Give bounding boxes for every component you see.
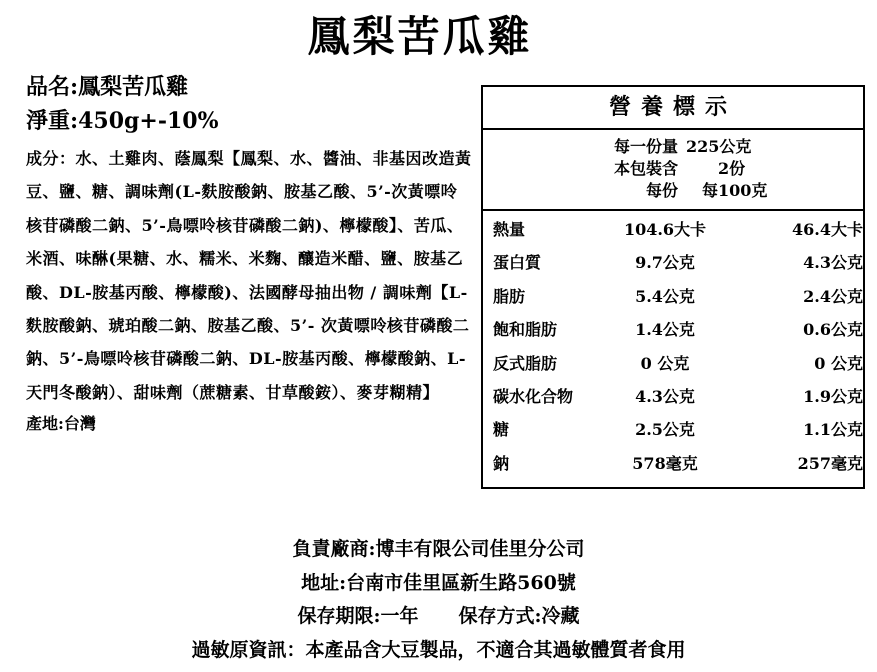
nutrient-row — [483, 413, 863, 446]
serving-value: 225公克 — [686, 137, 752, 156]
serving-label: 每份 — [645, 181, 678, 200]
nutrient-per-100g: 1.1公克 — [803, 420, 863, 440]
nutrient-per-serving: 9.7公克 — [635, 253, 695, 273]
serving-info — [483, 130, 863, 211]
nutrient-per-serving: 5.4公克 — [635, 286, 695, 306]
nutrient-name: 飽和脂肪 — [493, 320, 558, 340]
product-info — [26, 70, 476, 439]
serving-row — [483, 158, 863, 180]
footer-info — [0, 533, 877, 667]
nutrient-per-serving: 104.6大卡 — [623, 220, 707, 239]
storage-method: 保存方式:冷藏 — [458, 605, 580, 627]
nutrient-per-100g: 46.4大卡 — [792, 220, 863, 239]
nutrient-per-100g: 4.3公克 — [803, 253, 863, 273]
ingredients-text: 成分：水、土雞肉、蔭鳳梨【鳳梨、水、醬油、非基因改造黃豆、鹽、糖、調味劑(L-麩胺酸鈉、胺基乙酸、5’-次黃嘌呤核苷磷酸二鈉、5’-鳥嘌呤核苷磷酸二鈉)、檸檬酸】、苦瓜、米酒、味醂(果糖、水、糯米、米麴、釀造米醋、鹽、胺基乙酸、DL-胺基丙酸、檸檬酸)、法國酵母抽出物 / 調味劑【L-麩胺酸鈉、琥珀酸二鈉、胺基乙酸、5’- 次黃嘌呤核苷磷酸二鈉、5’-鳥嘌呤核苷磷酸二鈉、DL-胺基丙酸、檸檬酸鈉、L-天門冬酸鈉）、甜味劑（蔗糖素、甘草酸銨）、麥芽糊精】 — [26, 149, 472, 402]
nutrient-name: 糖 — [493, 420, 510, 440]
nutrition-facts-table — [481, 85, 865, 489]
nutrition-title: 營養標示 — [483, 87, 863, 130]
nutrient-per-serving: 1.4公克 — [635, 320, 695, 340]
nutrient-row — [483, 380, 863, 413]
nutrient-per-100g: 1.9公克 — [803, 386, 863, 406]
nutrient-row — [483, 280, 863, 313]
nutrient-per-100g: 0.6公克 — [803, 320, 863, 340]
manufacturer-line: 負責廠商:博丰有限公司佳里分公司 — [292, 538, 585, 560]
serving-row — [483, 136, 863, 158]
serving-label: 本包裝含 — [613, 159, 678, 178]
nutrient-name: 蛋白質 — [493, 253, 542, 273]
net-weight: 淨重:450g+-10% — [26, 108, 219, 134]
nutrient-row — [483, 213, 863, 246]
shelf-life: 保存期限:一年 — [297, 605, 419, 627]
serving-value: 每100克 — [702, 181, 768, 200]
nutrient-per-serving: 2.5公克 — [635, 420, 695, 440]
nutrient-name: 熱量 — [493, 220, 526, 239]
serving-value: 2份 — [718, 159, 746, 178]
nutrient-per-serving: 0 公克 — [640, 353, 690, 373]
nutrient-row — [483, 246, 863, 279]
address-line: 地址:台南市佳里區新生路560號 — [301, 571, 576, 594]
nutrient-name: 反式脂肪 — [493, 353, 558, 373]
product-name: 品名:鳳梨苦瓜雞 — [26, 74, 189, 100]
nutrient-per-100g: 2.4公克 — [803, 286, 863, 306]
label-border-corner — [835, 0, 877, 56]
nutrient-per-100g: 257毫克 — [797, 453, 863, 473]
serving-label: 每一份量 — [613, 137, 678, 156]
nutrient-row — [483, 347, 863, 380]
nutrient-name: 碳水化合物 — [493, 386, 574, 406]
nutrient-name: 脂肪 — [493, 286, 526, 306]
nutrient-row — [483, 313, 863, 346]
nutrient-per-serving: 578毫克 — [632, 453, 698, 473]
nutrient-per-serving: 4.3公克 — [635, 386, 695, 406]
nutrient-row — [483, 447, 863, 480]
storage-line — [0, 600, 877, 634]
nutrient-per-100g: 0 公克 — [814, 353, 863, 373]
page-title: 鳳梨苦瓜雞 — [307, 12, 533, 61]
allergen-line: 過敏原資訊：本產品含大豆製品，不適合其過敏體質者食用 — [191, 638, 686, 661]
serving-row — [483, 180, 863, 202]
nutrient-name: 鈉 — [493, 453, 510, 473]
nutrient-rows — [483, 211, 863, 480]
origin-line: 產地:台灣 — [26, 414, 96, 434]
